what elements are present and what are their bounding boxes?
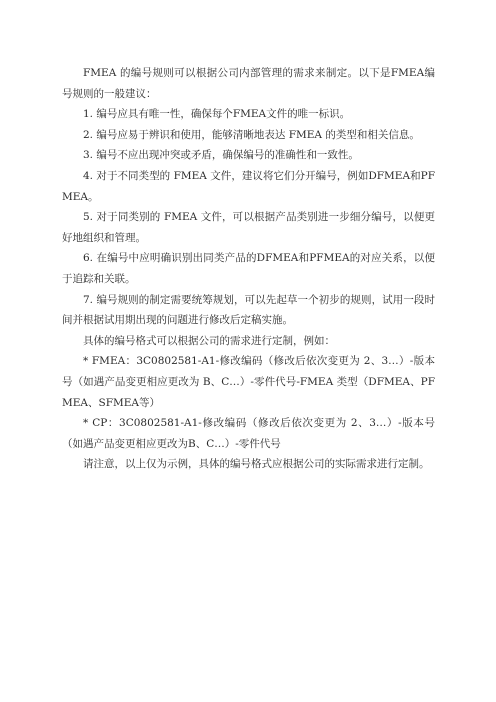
rule-item-6: 6. 在编号中应明确识别出同类产品的DFMEA和PFMEA的对应关系，以便于追踪和关联。 (62, 252, 435, 285)
document-body (62, 63, 435, 475)
intro-paragraph: FMEA 的编号规则可以根据公司内部管理的需求来制定。以下是FMEA编号规则的一般建议： (62, 67, 435, 100)
format-intro-paragraph: 具体的编号格式可以根据公司的需求进行定制，例如： (83, 334, 335, 347)
cp-format-example: * CP：3C0802581-A1-修改编码（修改后依次变更为 2、3…）-版本号（如遇产品变更相应更改为B、C…）-零件代号 (62, 417, 435, 450)
rule-item-2: 2. 编号应易于辨识和使用，能够清晰地表达 FMEA 的类型和相关信息。 (83, 128, 420, 141)
rule-item-4: 4. 对于不同类型的 FMEA 文件，建议将它们分开编号，例如DFMEA和PFMEA。 (62, 169, 435, 203)
closing-note: 请注意，以上仅为示例，具体的编号格式应根据公司的实际需求进行定制。 (83, 458, 430, 471)
rule-item-7: 7. 编号规则的制定需要统筹规划，可以先起草一个初步的规则，试用一段时间并根据试用期出现的问题进行修改后定稿实施。 (62, 293, 435, 327)
fmea-format-example: * FMEA：3C0802581-A1-修改编码（修改后依次变更为 2、3…）-版本号（如遇产品变更相应更改为 B、C…）-零件代号-FMEA 类型（DFMEA、PFMEA、SFMEA等） (62, 355, 435, 409)
rule-item-1: 1. 编号应具有唯一性，确保每个FMEA文件的唯一标识。 (83, 108, 351, 121)
rule-item-5: 5. 对于同类别的 FMEA 文件，可以根据产品类别进一步细分编号，以便更好地组织和管理。 (62, 211, 435, 244)
rule-item-3: 3. 编号不应出现冲突或矛盾，确保编号的准确性和一致性。 (83, 149, 359, 162)
